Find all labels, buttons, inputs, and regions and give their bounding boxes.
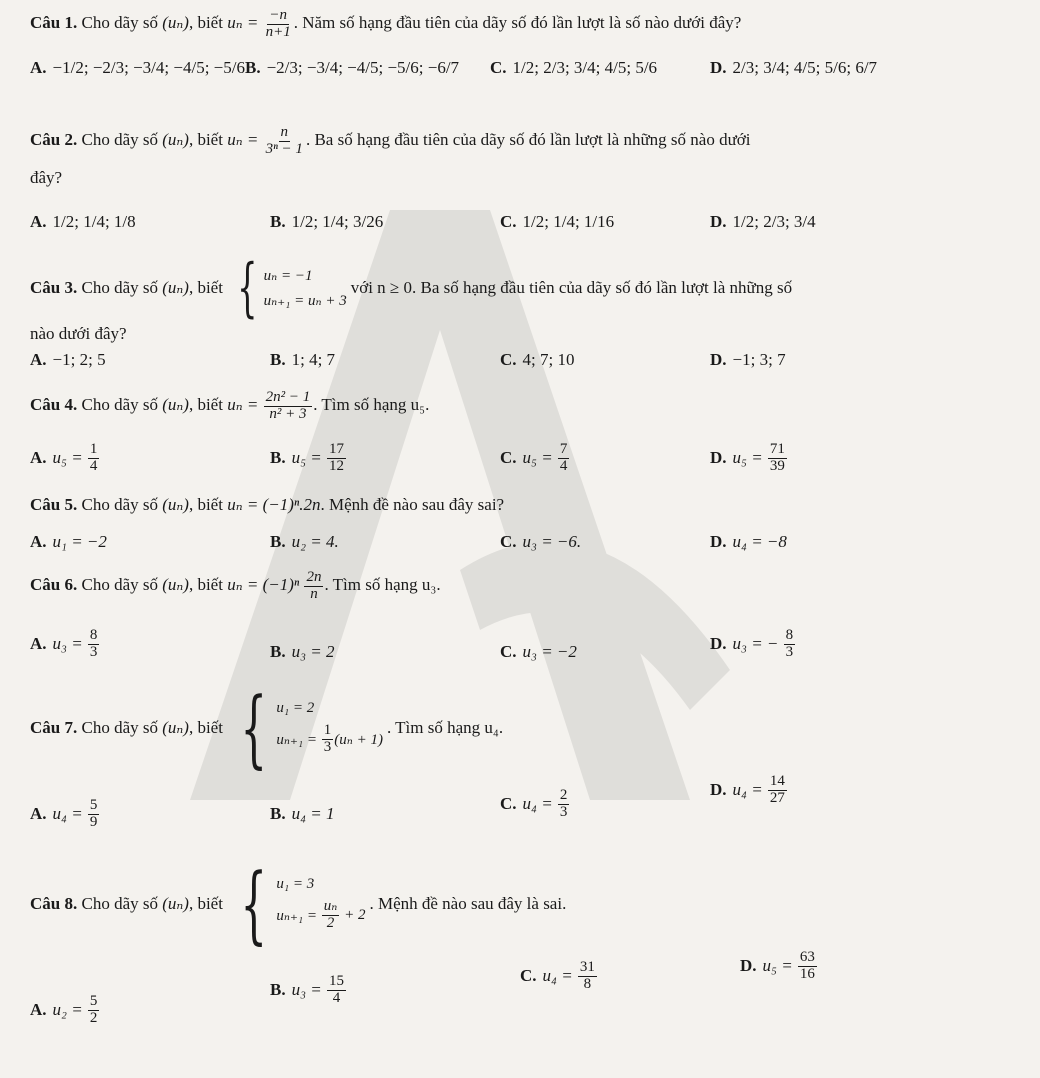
option-d[interactable]: D. u₄ = $\frac{14}{27}$	[710, 773, 785, 806]
stem-text: Cho dãy số	[81, 575, 158, 595]
option-c[interactable]: C. u₅ = $\frac{7}{4}$	[500, 441, 568, 474]
option-d[interactable]: D. 2/3; 3/4; 4/5; 5/6; 6/7	[710, 58, 878, 77]
stem-text: . Mệnh đề nào sau đây sai?	[320, 495, 505, 514]
option-c[interactable]: C. 1/2; 2/3; 3/4; 4/5; 5/6	[490, 58, 658, 77]
stem-text: Cho dãy số	[81, 278, 158, 297]
sequence-symbol: (uₙ)	[162, 130, 189, 150]
option-d[interactable]: D. u₄ = −8	[710, 532, 787, 551]
question-label: Câu 1.	[30, 13, 78, 33]
option-a[interactable]: A. u₁ = −2	[30, 532, 107, 551]
option-c[interactable]: C. 1/2; 1/4; 1/16	[500, 212, 615, 231]
formula-lhs: uₙ =	[227, 130, 259, 150]
question-label: Câu 7.	[30, 718, 78, 737]
stem-text: , biết	[188, 130, 223, 150]
sequence-symbol: (uₙ)	[162, 13, 189, 33]
sequence-symbol: (uₙ)	[162, 894, 189, 913]
stem-text: Cho dãy số	[81, 13, 158, 33]
sequence-symbol: (uₙ)	[162, 395, 189, 415]
option-c[interactable]: C. u₃ = −6.	[500, 532, 582, 551]
option-a[interactable]: A. −1/2; −2/3; −3/4; −4/5; −5/6	[30, 58, 245, 77]
question-label: Câu 3.	[30, 278, 78, 297]
option-c[interactable]: C. u₄ = $\frac{31}{8}$	[520, 959, 595, 992]
formula-lhs: uₙ = (−1)ⁿ	[227, 575, 300, 595]
stem-text: . Ba số hạng đầu tiên của dãy số đó lần lượt là những số nào dưới	[305, 130, 751, 150]
stem-text: , biết	[188, 278, 223, 297]
formula: uₙ = (−1)ⁿ.2n	[227, 495, 321, 514]
sequence-symbol: (uₙ)	[162, 278, 189, 297]
option-d[interactable]: D. 1/2; 2/3; 3/4	[710, 212, 816, 231]
stem-text: . Tìm số hạng u₄.	[386, 718, 504, 737]
option-a[interactable]: A. 1/2; 1/4; 1/8	[30, 212, 136, 231]
stem-text: Cho dãy số	[81, 894, 158, 913]
option-d[interactable]: D. −1; 3; 7	[710, 350, 786, 369]
stem-text: . Mệnh đề nào sau đây là sai.	[369, 894, 567, 913]
stem-text: , biết	[188, 718, 223, 737]
question-2-line2: đây?	[30, 168, 63, 187]
question-6	[30, 570, 441, 603]
option-d[interactable]: D. u₅ = $\frac{63}{16}$	[740, 949, 815, 982]
formula-fraction: $\frac{2n}{n}$	[306, 569, 322, 602]
question-4	[30, 390, 429, 423]
stem-text: Cho dãy số	[81, 130, 158, 150]
stem-text: Cho dãy số	[81, 395, 158, 415]
option-b[interactable]: B. u₅ = $\frac{17}{12}$	[270, 441, 344, 474]
option-a[interactable]: A. −1; 2; 5	[30, 350, 106, 369]
recurrence-system: { uₙ = −1 uₙ₊₁ = uₙ + 3	[237, 251, 347, 325]
sequence-symbol: (uₙ)	[162, 495, 189, 514]
sequence-symbol: (uₙ)	[162, 575, 189, 595]
stem-text: , biết	[188, 395, 223, 415]
stem-text: Cho dãy số	[81, 495, 158, 514]
question-7	[30, 679, 504, 777]
option-b[interactable]: B. 1/2; 1/4; 3/26	[270, 212, 384, 231]
formula-fraction: $\frac{-n}{n+1}$	[265, 7, 291, 40]
question-3	[30, 251, 793, 325]
option-b[interactable]: B. 1; 4; 7	[270, 350, 336, 369]
question-label: Câu 2.	[30, 130, 78, 150]
option-d[interactable]: D. u₃ = − $\frac{8}{3}$	[710, 627, 794, 660]
stem-text: . Tìm số hạng u₃.	[324, 575, 441, 595]
recurrence-system: { u₁ = 3 uₙ₊₁ = $\frac{\text{uₙ}}{2}$ + 2	[240, 855, 366, 953]
question-8	[30, 855, 567, 953]
stem-text: , biết	[188, 575, 223, 595]
option-c[interactable]: C. 4; 7; 10	[500, 350, 575, 369]
stem-text: , biết	[188, 13, 223, 33]
question-1	[30, 8, 741, 41]
option-b[interactable]: B. u₃ = 2	[270, 642, 335, 661]
stem-text: Cho dãy số	[81, 718, 158, 737]
sequence-symbol: (uₙ)	[162, 718, 189, 737]
stem-text: . Năm số hạng đầu tiên của dãy số đó lần lượt là số nào dưới đây?	[293, 13, 742, 33]
option-a[interactable]: A. u₂ = $\frac{5}{2}$	[30, 993, 98, 1026]
stem-text: , biết	[188, 894, 223, 913]
option-a[interactable]: A. u₅ = $\frac{1}{4}$	[30, 441, 98, 474]
option-c[interactable]: C. u₄ = $\frac{2}{3}$	[500, 787, 568, 820]
option-b[interactable]: B. −2/3; −3/4; −4/5; −5/6; −6/7	[245, 58, 460, 77]
stem-text: với n ≥ 0. Ba số hạng đầu tiên của dãy số đó lần lượt là những số	[350, 278, 793, 297]
question-label: Câu 4.	[30, 395, 78, 415]
question-label: Câu 5.	[30, 495, 78, 514]
option-d[interactable]: D. u₅ = $\frac{71}{39}$	[710, 441, 785, 474]
formula-lhs: uₙ =	[227, 13, 259, 33]
formula-fraction: $\frac{n}{\text{3ⁿ − 1}}$	[265, 124, 303, 157]
question-label: Câu 8.	[30, 894, 78, 913]
formula-fraction: $\frac{\text{2n² − 1}}{\text{n² + 3}}$	[265, 389, 311, 422]
option-b[interactable]: B. u₂ = 4.	[270, 532, 339, 551]
option-b[interactable]: B. u₃ = $\frac{15}{4}$	[270, 973, 344, 1006]
stem-text: , biết	[188, 495, 223, 514]
question-label: Câu 6.	[30, 575, 78, 595]
option-a[interactable]: A. u₃ = $\frac{8}{3}$	[30, 627, 98, 660]
option-a[interactable]: A. u₄ = $\frac{5}{9}$	[30, 797, 98, 830]
recurrence-system: { u₁ = 2 uₙ₊₁ = $\frac{1}{3}$ (uₙ + 1)	[240, 679, 383, 777]
option-c[interactable]: C. u₃ = −2	[500, 642, 577, 661]
question-5	[30, 495, 504, 515]
stem-text: . Tìm số hạng u₅.	[313, 395, 430, 415]
question-3-line2: nào dưới đây?	[30, 324, 127, 343]
option-b[interactable]: B. u₄ = 1	[270, 804, 335, 823]
formula-lhs: uₙ =	[227, 395, 259, 415]
question-2	[30, 125, 751, 158]
